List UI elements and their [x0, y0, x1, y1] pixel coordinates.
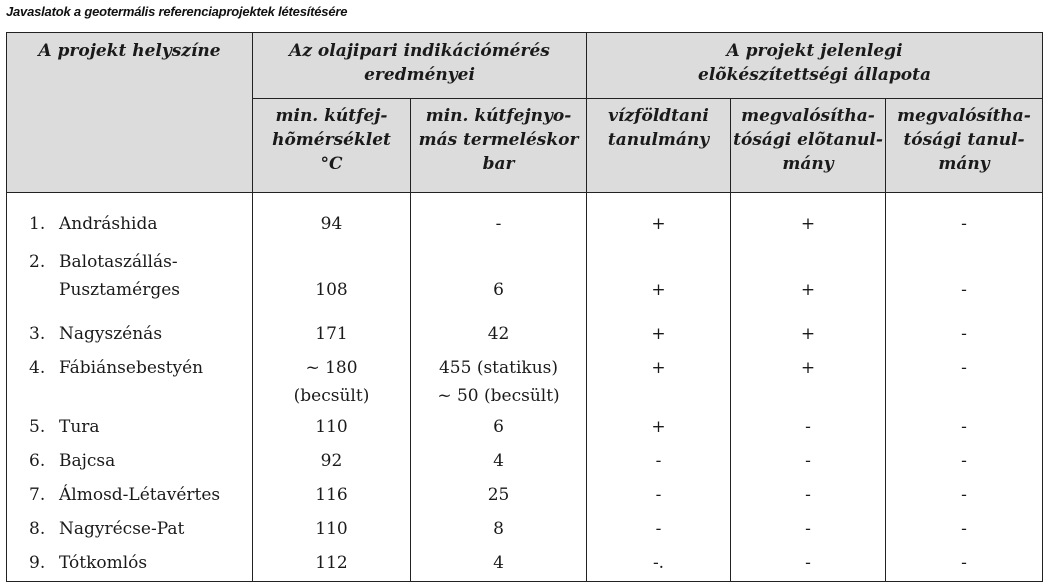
pressure-value: 6: [493, 416, 504, 437]
cell-feasibility: [886, 207, 1043, 245]
cell-hydrogeology: [587, 410, 731, 444]
prefeasibility-status: -: [805, 450, 811, 471]
table-caption: Javaslatok a geotermális referenciaprojektek létesítésére: [6, 4, 348, 19]
feasibility-status: -: [961, 450, 967, 471]
row-number: 1.: [29, 213, 46, 234]
cell-prefeasibility: [731, 351, 886, 410]
cell-prefeasibility: [731, 546, 886, 582]
feasibility-status: -: [961, 357, 967, 378]
cell-pressure: [411, 410, 587, 444]
table-row: [7, 245, 1043, 317]
header-oil-line1: Az olajipari indikációmérés: [289, 41, 550, 61]
header-pre-line1: megvalósítha-: [741, 106, 875, 126]
header-press-line1: min. kútfejnyo-: [425, 106, 572, 126]
pressure-note: ~ 50 (becsült): [437, 385, 560, 406]
cell-temperature: [253, 207, 411, 245]
cell-location: [7, 444, 253, 478]
table-row: [7, 207, 1043, 245]
location-name-line2: Pusztamérges: [59, 279, 181, 300]
cell-temperature: [253, 245, 411, 317]
table-row: [7, 478, 1043, 512]
header-hydro-line1: vízföldtani: [608, 106, 709, 126]
cell-feasibility: [886, 410, 1043, 444]
cell-hydrogeology: [587, 478, 731, 512]
header-press-line2: más termeléskor: [418, 130, 579, 150]
location-name: Andráshida: [59, 213, 158, 234]
header-oil-group: [253, 33, 587, 99]
pressure-value: -: [495, 213, 502, 234]
cell-pressure: [411, 207, 587, 245]
table-body: [7, 193, 1043, 582]
header-temp-unit: °C: [320, 154, 343, 174]
temperature-value: 110: [315, 416, 348, 437]
prefeasibility-status: -: [805, 552, 811, 573]
cell-hydrogeology: [587, 546, 731, 582]
header-status-line2: elõkészítettségi állapota: [698, 65, 931, 85]
cell-prefeasibility: [731, 245, 886, 317]
cell-prefeasibility: [731, 512, 886, 546]
row-number: 8.: [29, 518, 46, 539]
header-hydro-line2: tanulmány: [607, 130, 710, 150]
header-oil-line2: eredményei: [364, 65, 475, 85]
pressure-value: 25: [487, 484, 510, 505]
geothermal-projects-table: [6, 32, 1043, 582]
cell-pressure: [411, 317, 587, 351]
feasibility-status: -: [961, 213, 967, 234]
row-number: 5.: [29, 416, 46, 437]
spacer-row: [7, 193, 1043, 207]
cell-location: [7, 317, 253, 351]
cell-hydrogeology: [587, 245, 731, 317]
table-row: [7, 512, 1043, 546]
table-row: [7, 351, 1043, 410]
feasibility-status: -: [961, 279, 967, 300]
header-location: [7, 33, 253, 193]
prefeasibility-status: -: [805, 518, 811, 539]
table-row: [7, 546, 1043, 582]
pressure-value: 42: [487, 323, 510, 344]
cell-hydrogeology: [587, 207, 731, 245]
hydrogeology-status: +: [651, 416, 666, 437]
cell-location: [7, 207, 253, 245]
cell-pressure: [411, 478, 587, 512]
hydrogeology-status: -: [655, 484, 662, 505]
cell-temperature: [253, 512, 411, 546]
cell-hydrogeology: [587, 317, 731, 351]
cell-prefeasibility: [731, 207, 886, 245]
hydrogeology-status: +: [651, 357, 666, 378]
header-temperature: [253, 99, 411, 193]
location-name: Bajcsa: [59, 450, 116, 471]
cell-location: [7, 546, 253, 582]
cell-hydrogeology: [587, 351, 731, 410]
pressure-value: 4: [493, 450, 504, 471]
feasibility-status: -: [961, 323, 967, 344]
hydrogeology-status: -: [655, 518, 662, 539]
location-name: Balotaszállás-: [59, 251, 178, 272]
row-number: 7.: [29, 484, 46, 505]
cell-pressure: [411, 245, 587, 317]
prefeasibility-status: -: [805, 416, 811, 437]
header-pressure: [411, 99, 587, 193]
location-name: Álmosd-Létavértes: [59, 484, 221, 505]
row-number: 2.: [29, 251, 46, 272]
cell-feasibility: [886, 444, 1043, 478]
cell-feasibility: [886, 478, 1043, 512]
temperature-value: 171: [315, 323, 348, 344]
header-location-label: A projekt helyszíne: [38, 41, 221, 61]
cell-location: [7, 245, 253, 317]
cell-temperature: [253, 444, 411, 478]
header-pre-line3: mány: [782, 154, 834, 174]
cell-feasibility: [886, 351, 1043, 410]
cell-location: [7, 410, 253, 444]
prefeasibility-status: +: [800, 323, 816, 344]
cell-hydrogeology: [587, 444, 731, 478]
cell-feasibility: [886, 546, 1043, 582]
hydrogeology-status: -.: [652, 552, 665, 573]
cell-temperature: [253, 351, 411, 410]
header-press-unit: bar: [482, 154, 515, 174]
temperature-value: 110: [315, 518, 348, 539]
feasibility-status: -: [961, 552, 967, 573]
feasibility-status: -: [961, 416, 967, 437]
row-number: 9.: [29, 552, 46, 573]
cell-feasibility: [886, 245, 1043, 317]
cell-prefeasibility: [731, 317, 886, 351]
prefeasibility-status: +: [800, 279, 816, 300]
pressure-value: 455 (statikus): [438, 357, 559, 378]
header-temp-line1: min. kútfej-: [275, 106, 388, 126]
temperature-note: (becsült): [293, 385, 370, 406]
cell-pressure: [411, 444, 587, 478]
temperature-value: 116: [315, 484, 348, 505]
cell-feasibility: [886, 512, 1043, 546]
header-hydrogeology: [587, 99, 731, 193]
header-feasibility: [886, 99, 1043, 193]
cell-temperature: [253, 478, 411, 512]
cell-prefeasibility: [731, 444, 886, 478]
location-name: Nagyrécse-Pat: [59, 518, 185, 539]
table-row: [7, 444, 1043, 478]
row-number: 4.: [29, 357, 46, 378]
header-feas-line1: megvalósítha-: [897, 106, 1031, 126]
row-number: 3.: [29, 323, 46, 344]
temperature-value: 112: [315, 552, 348, 573]
header-prefeasibility: [731, 99, 886, 193]
cell-temperature: [253, 317, 411, 351]
temperature-value: 94: [320, 213, 343, 234]
table-row: [7, 410, 1043, 444]
cell-temperature: [253, 546, 411, 582]
prefeasibility-status: +: [800, 213, 816, 234]
hydrogeology-status: +: [651, 323, 666, 344]
location-name: Nagyszénás: [59, 323, 163, 344]
cell-pressure: [411, 512, 587, 546]
table-row: [7, 317, 1043, 351]
row-number: 6.: [29, 450, 46, 471]
cell-location: [7, 351, 253, 410]
header-temp-line2: hõmérséklet: [272, 130, 391, 150]
cell-temperature: [253, 410, 411, 444]
prefeasibility-status: +: [800, 357, 816, 378]
temperature-value: ~ 180: [305, 357, 358, 378]
location-name: Tura: [59, 416, 100, 437]
cell-pressure: [411, 546, 587, 582]
pressure-value: 6: [493, 279, 504, 300]
cell-pressure: [411, 351, 587, 410]
feasibility-status: -: [961, 484, 967, 505]
cell-prefeasibility: [731, 478, 886, 512]
cell-prefeasibility: [731, 410, 886, 444]
header-feas-line3: mány: [938, 154, 990, 174]
header-status-group: [587, 33, 1043, 99]
cell-location: [7, 478, 253, 512]
pressure-value: 8: [493, 518, 504, 539]
feasibility-status: -: [961, 518, 967, 539]
location-name: Tótkomlós: [59, 552, 148, 573]
temperature-value: 108: [315, 279, 348, 300]
hydrogeology-status: -: [655, 450, 662, 471]
header-status-line1: A projekt jelenlegi: [726, 41, 903, 61]
cell-location: [7, 512, 253, 546]
cell-feasibility: [886, 317, 1043, 351]
location-name: Fábiánsebestyén: [59, 357, 204, 378]
prefeasibility-status: -: [805, 484, 811, 505]
temperature-value: 92: [320, 450, 343, 471]
header-pre-line2: tósági elõtanul-: [733, 130, 883, 150]
cell-hydrogeology: [587, 512, 731, 546]
header-feas-line2: tósági tanul-: [903, 130, 1025, 150]
hydrogeology-status: +: [651, 213, 666, 234]
pressure-value: 4: [493, 552, 504, 573]
hydrogeology-status: +: [651, 279, 666, 300]
